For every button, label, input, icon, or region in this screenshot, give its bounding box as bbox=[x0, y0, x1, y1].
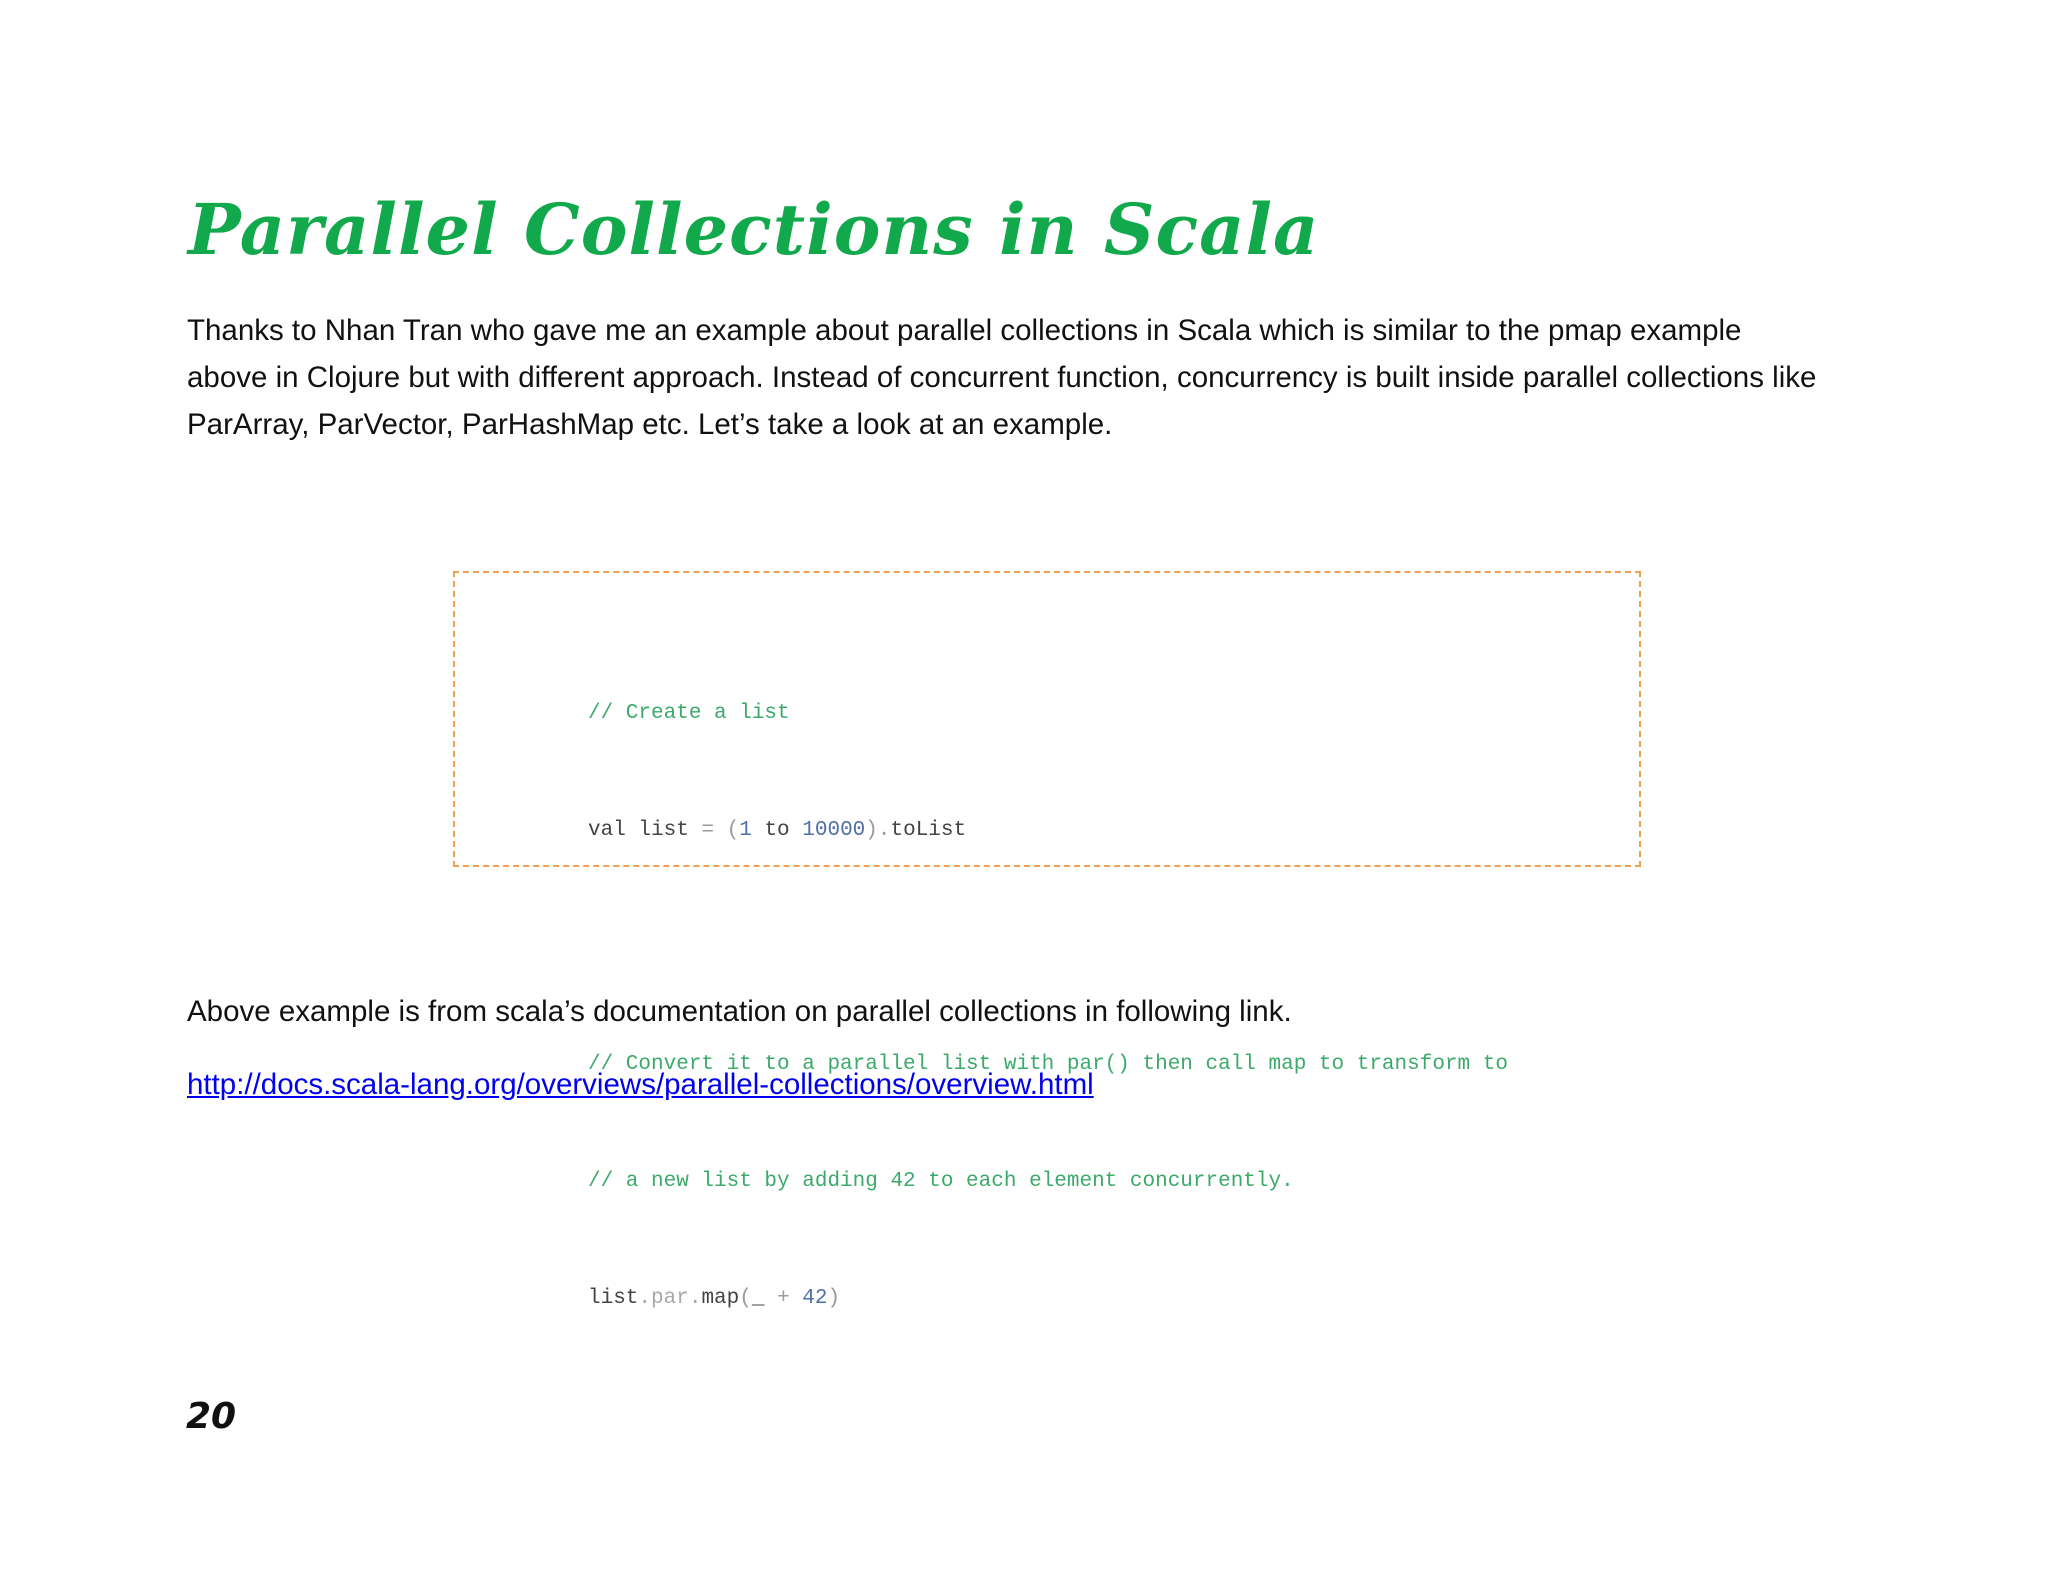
code-line-2 bbox=[588, 811, 1508, 850]
code-line-1 bbox=[588, 694, 1508, 733]
page-number: 20 bbox=[186, 1396, 237, 1437]
code-token: .par. bbox=[638, 1287, 702, 1310]
page-title: Parallel Collections in Scala bbox=[188, 188, 1320, 271]
code-token: to bbox=[751, 819, 803, 842]
code-comment: // a new list by adding 42 to each element concurrently. bbox=[588, 1170, 1294, 1193]
code-comment: // Convert it to a parallel list with par() then call map to transform to bbox=[588, 1053, 1508, 1076]
code-number: 10000 bbox=[802, 819, 866, 842]
code-line-blank bbox=[588, 928, 1508, 967]
code-token: val list bbox=[588, 819, 702, 842]
source-note: Above example is from scala’s documentation on parallel collections in following link. bbox=[187, 995, 1292, 1028]
code-token: + bbox=[777, 1287, 803, 1310]
code-token: ) bbox=[827, 1287, 841, 1310]
code-number: 1 bbox=[739, 819, 752, 842]
code-token: _ bbox=[751, 1287, 778, 1310]
code-number: 42 bbox=[802, 1287, 828, 1310]
code-comment: // Create a list bbox=[588, 702, 790, 725]
code-line-5 bbox=[588, 1162, 1508, 1201]
code-line-6 bbox=[588, 1279, 1508, 1318]
code-token: ( bbox=[739, 1287, 752, 1310]
code-token: map bbox=[701, 1287, 740, 1310]
intro-paragraph: Thanks to Nhan Tran who gave me an example about parallel collections in Scala which is similar to the pmap example above in Clojure but with different approach. Instead of concurrent function, concurrency is built inside parallel collections like ParArray, ParVector, ParHashMap etc. Let’s take a look at an example. bbox=[187, 314, 1817, 441]
code-token: list bbox=[588, 1287, 639, 1310]
code-token: toList bbox=[890, 819, 967, 842]
code-token: = ( bbox=[701, 819, 740, 842]
documentation-link[interactable]: http://docs.scala-lang.org/overviews/parallel-collections/overview.html bbox=[187, 1068, 1094, 1101]
code-token: ). bbox=[865, 819, 891, 842]
